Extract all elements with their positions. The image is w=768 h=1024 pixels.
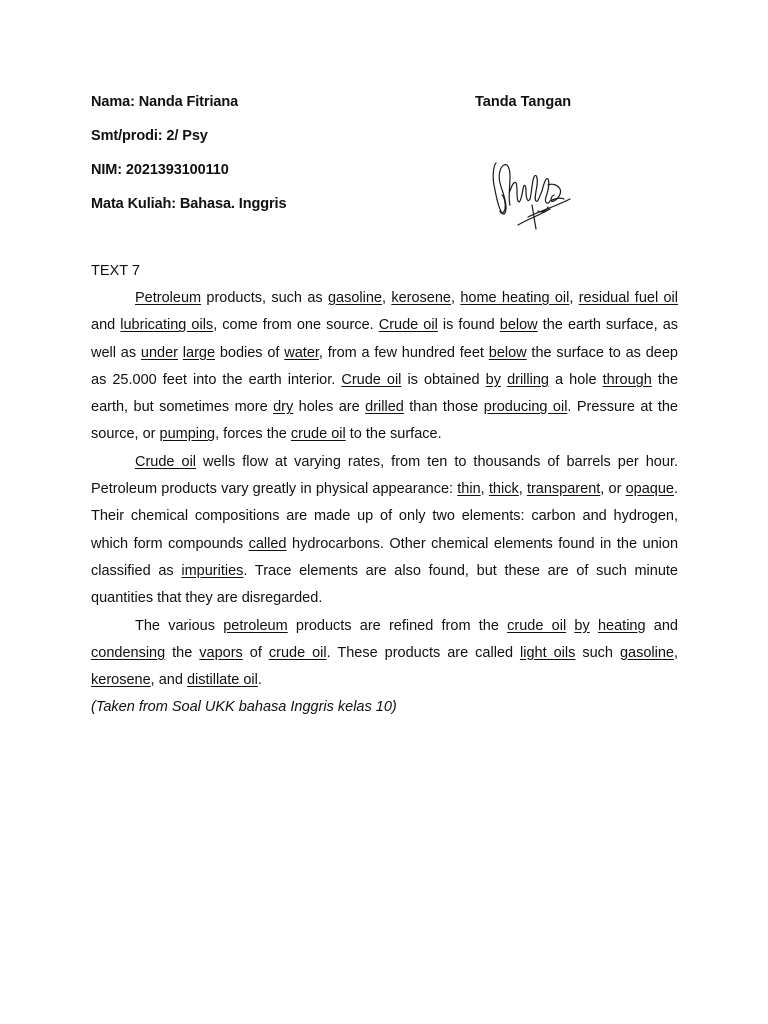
paragraph: Petroleum products, such as gasoline, kerosene, home heating oil, residual fuel oil and lubricating oils, come from one source. Crude oil is found below the earth surface, as well as under large bodies of water, from a few hundred feet below the surface to as deep as 25.000 feet into the earth interior. Crude oil is obtained by drilling a hole through the earth, but sometimes more dry holes are drilled than those producing oil. Pressure at the source, or pumping, forces the crude oil to the surface.: [91, 290, 679, 443]
paragraph: Crude oil wells flow at varying rates, from ten to thousands of barrels per hour. Petroleum products vary greatly in physical appearance: thin, thick, transparent, or opaque. Their chemical compositions are made up of only two elements: carbon and hydrogen, which form compounds called hydrocarbons. Other chemical elements found in the union classified as impurities. Trace elements are also found, but these are of such minute quantities that they are disregarded.: [91, 453, 679, 607]
underlined-term: home heating oil: [460, 290, 570, 306]
underlined-term: dry: [273, 399, 294, 416]
underlined-term: drilled: [365, 399, 404, 416]
course-name: Mata Kuliah: Bahasa. Inggris: [91, 196, 287, 212]
handwritten-signature: [488, 155, 574, 233]
underlined-term: below: [488, 344, 527, 361]
underlined-term: petroleum: [223, 617, 288, 634]
underlined-term: large: [182, 344, 216, 361]
underlined-term: Crude oil: [341, 371, 402, 388]
underlined-term: pumping: [159, 426, 216, 443]
underlined-term: crude oil: [507, 617, 567, 634]
signature-label: Tanda Tangan: [475, 94, 572, 110]
semester-program: Smt/prodi: 2/ Psy: [91, 128, 208, 144]
underlined-term: crude oil: [290, 426, 346, 443]
paragraph: The various petroleum products are refined from the crude oil by heating and condensing the vapors of crude oil. These products are called light oils such gasoline, kerosene, and distillate oil.: [91, 617, 679, 689]
source-note: (Taken from Soal UKK bahasa Inggris kelas 10): [91, 699, 397, 716]
underlined-term: through: [602, 371, 652, 388]
underlined-term: impurities: [181, 562, 244, 579]
underlined-term: Crude oil: [135, 453, 197, 470]
underlined-term: below: [499, 317, 538, 334]
underlined-term: by: [574, 617, 590, 634]
underlined-term: water: [284, 344, 319, 361]
underlined-term: called: [248, 535, 287, 552]
underlined-term: vapors: [199, 644, 243, 661]
text-title: TEXT 7: [91, 263, 140, 279]
underlined-term: kerosene: [391, 290, 451, 306]
student-nim: NIM: 2021393100110: [91, 162, 229, 178]
underlined-term: transparent: [526, 481, 601, 498]
underlined-term: lubricating oils: [120, 317, 214, 334]
underlined-term: under: [140, 344, 178, 361]
student-name: Nama: Nanda Fitriana: [91, 94, 239, 110]
underlined-term: gasoline: [619, 644, 674, 661]
underlined-term: drilling: [507, 371, 549, 388]
underlined-term: kerosene: [91, 672, 151, 689]
underlined-term: heating: [597, 617, 646, 634]
underlined-term: crude oil: [268, 644, 327, 661]
underlined-term: thin: [457, 481, 481, 498]
underlined-term: Crude oil: [378, 317, 438, 334]
underlined-term: condensing: [91, 644, 166, 661]
underlined-term: producing oil: [483, 399, 568, 416]
underlined-term: Petroleum: [135, 290, 202, 306]
underlined-term: distillate oil: [186, 672, 258, 689]
underlined-term: by: [485, 371, 501, 388]
underlined-term: thick: [488, 481, 519, 498]
reading-passage: [91, 285, 678, 722]
underlined-term: opaque: [625, 481, 674, 498]
underlined-term: gasoline: [327, 290, 382, 306]
student-info: [91, 93, 511, 229]
underlined-term: light oils: [520, 644, 576, 661]
underlined-term: residual fuel oil: [578, 290, 679, 306]
